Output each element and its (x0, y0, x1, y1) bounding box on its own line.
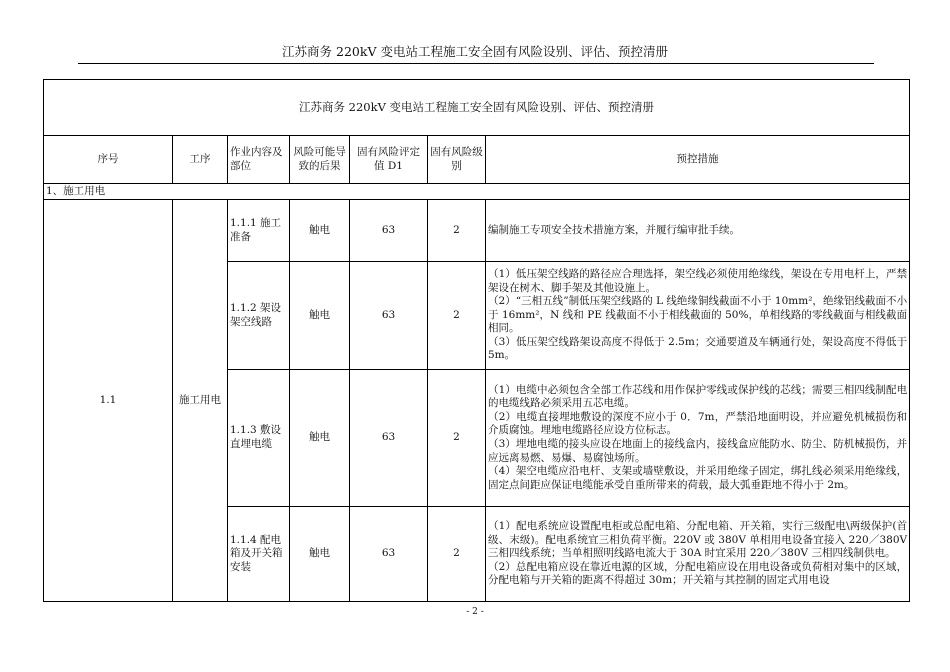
measures-cell (486, 262, 910, 370)
consequence: 触电 (290, 370, 350, 507)
consequence: 触电 (290, 200, 350, 262)
work-content: 1.1.4 配电箱及开关箱安装 (228, 507, 290, 602)
risk-value: 63 (350, 507, 428, 602)
section-row (44, 184, 910, 200)
table-title-row (44, 80, 910, 136)
measure-item: （3）低压架空线路架设高度不得低于 2.5m；交通要道及车辆通行处，架设高度不得低于 5m。 (488, 335, 908, 362)
group-process: 施工用电 (173, 200, 228, 602)
header-consequence: 风险可能导致的后果 (290, 136, 350, 184)
measure-item: （1）配电系统应设置配电柜或总配电箱、分配电箱、开关箱，实行三级配电\两级保护(首级、末级)。配电系统宜三相负荷平衡。220V 或 380V 单相用电设备宜接入 220／380V 三相四线系统；当单相照明线路电流大于 30A 时宜采用 220／380V 三相四线制供电。 (488, 520, 908, 560)
measure-item: （2）总配电箱应设在靠近电源的区域，分配电箱应设在用电设备或负荷相对集中的区域，分配电箱与开关箱的距离不得超过 30m；开关箱与其控制的固定式用电设 (488, 560, 908, 587)
measure-item: 编制施工专项安全技术措施方案，并履行编审批手续。 (488, 223, 740, 236)
measures-cell (486, 200, 910, 262)
header-risk-value: 固有风险评定值 D1 (350, 136, 428, 184)
header-rule (78, 63, 874, 64)
risk-value: 63 (350, 370, 428, 507)
risk-level: 2 (428, 262, 486, 370)
running-header: 江苏商务 220kV 变电站工程施工安全固有风险设别、评估、预控清册 (282, 44, 668, 59)
section-title: 1、施工用电 (44, 184, 910, 200)
consequence: 触电 (290, 507, 350, 602)
header-risk-level: 固有风险级别 (428, 136, 486, 184)
group-seq: 1.1 (44, 200, 173, 602)
measures-cell (486, 507, 910, 602)
risk-level: 2 (428, 370, 486, 507)
measures-cell (486, 370, 910, 507)
page-number: - 2 - (466, 607, 484, 617)
work-content: 1.1.2 架设架空线路 (228, 262, 290, 370)
risk-value: 63 (350, 262, 428, 370)
measure-item: （4）架空电缆应沿电杆、支架或墙壁敷设，并采用绝缘子固定，绑扎线必须采用绝缘线，固定点间距应保证电缆能承受自重所带来的荷载，最大弧垂距地不得小于 2m。 (488, 465, 908, 491)
risk-value: 63 (350, 200, 428, 262)
risk-table (43, 79, 910, 602)
header-seq: 序号 (44, 136, 173, 184)
risk-level: 2 (428, 200, 486, 262)
work-content: 1.1.1 施工准备 (228, 200, 290, 262)
measure-item: （3）埋地电缆的接头应设在地面上的接线盒内，接线盒应能防水、防尘、防机械损伤，并应远离易燃、易爆、易腐蚀场所。 (488, 438, 908, 464)
header-work-content: 作业内容及部位 (228, 136, 290, 184)
header-row (44, 136, 910, 184)
measure-item: （2）电缆直接埋地敷设的深度不应小于 0．7m，严禁沿地面明设，并应避免机械损伤和介质腐蚀。埋地电缆路径应设方位标志。 (488, 410, 908, 437)
consequence: 触电 (290, 262, 350, 370)
risk-level: 2 (428, 507, 486, 602)
measure-item: （1）电缆中必须包含全部工作芯线和用作保护零线或保护线的芯线；需要三相四线制配电的电缆线路必须采用五芯电缆。 (488, 383, 908, 410)
work-content: 1.1.3 敷设直埋电缆 (228, 370, 290, 507)
header-measures: 预控措施 (486, 136, 910, 184)
header-process: 工序 (173, 136, 228, 184)
measure-item: （1）低压架空线路的路径应合理选择，架空线必须使用绝缘线，架设在专用电杆上，严禁架设在树木、脚手架及其他设施上。 (488, 267, 908, 294)
measure-item: （2）“三相五线”制低压架空线路的 L 线绝缘铜线截面不小于 10mm²，绝缘铝线截面不小于 16mm²，N 线和 PE 线截面不小于相线截面的 50%，单相线路的零线截面与相线截面相同。 (488, 295, 908, 335)
table-title: 江苏商务 220kV 变电站工程施工安全固有风险设别、评估、预控清册 (44, 80, 910, 136)
table-row (44, 200, 910, 262)
